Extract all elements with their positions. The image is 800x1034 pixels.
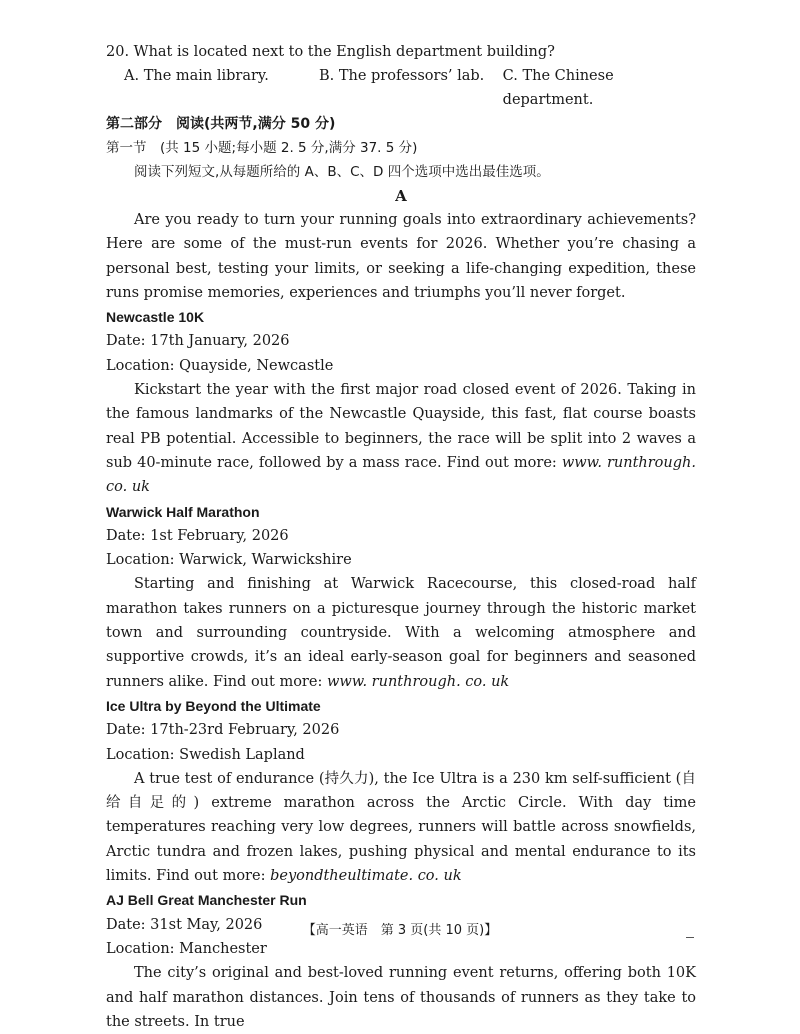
question-20-options [106, 64, 696, 112]
event-description-text: A true test of endurance (持久力), the Ice Ultra is a 230 km self-sufficient (自给自足的) extreme marathon across the Arctic Circle. With day time temperatures reaching very low degrees, runners will battle across snowfields, Arctic tundra and frozen lakes, pushing physical and mental endurance to its limits. Find out more: [106, 770, 696, 885]
event-description-text: The city’s original and best-loved running event returns, offering both 10K and half marathon distances. Join tens of thousands of runners as they take to the streets. In true [106, 965, 696, 1030]
event-date: Date: 1st February, 2026 [106, 527, 289, 544]
question-20-option-c: C. The Chinese department. [502, 68, 614, 108]
event-date: Date: 31st May, 2026 [106, 916, 263, 933]
event-location: Location: Quayside, Newcastle [106, 357, 334, 374]
question-20-stem: 20. What is located next to the English department building? [106, 44, 555, 60]
event-description [106, 378, 696, 499]
section-1-title: 第一节 (共 15 小题;每小题 2. 5 分,满分 37. 5 分) [106, 140, 418, 156]
event-description [106, 961, 696, 1034]
event-title: AJ Bell Great Manchester Run [106, 892, 307, 909]
event-title: Newcastle 10K [106, 309, 205, 326]
event-description-text: Kickstart the year with the first major road closed event of 2026. Taking in the famous landmarks of the Newcastle Quayside, this fast, flat course boasts real PB potential. Accessible to beginners, the race will be split into 2 waves a sub 40-minute race, followed by a mass race. Find out more: [106, 382, 696, 471]
reading-instruction: 阅读下列短文,从每题所给的 A、B、C、D 四个选项中选出最佳选项。 [134, 164, 550, 180]
event-url: beyondtheultimate. co. uk [270, 868, 462, 885]
question-20-option-b: B. The professors’ lab. [318, 68, 485, 84]
exam-page [106, 40, 696, 1034]
passage-letter: A [395, 187, 407, 205]
part-2-title: 第二部分 阅读(共两节,满分 50 分) [106, 116, 336, 132]
event-location: Location: Warwick, Warwickshire [106, 552, 352, 569]
event-date: Date: 17th January, 2026 [106, 333, 290, 350]
event-url: www. runthrough. co. uk [326, 673, 510, 690]
event-location: Location: Manchester [106, 940, 267, 957]
passage-intro: Are you ready to turn your running goals into extraordinary achievements? Here are some of the must-run events for 2026. Whether you’re chasing a personal best, testing your limits, or seeking a life-changing expedition, these runs promise memories, experiences and triumphs you’ll never forget. [106, 212, 696, 301]
event-description [106, 767, 696, 888]
event-url: www. runthrough. co. uk [106, 454, 696, 496]
event-description [106, 572, 696, 693]
event-title: Warwick Half Marathon [106, 503, 260, 520]
corner-mark [686, 937, 694, 938]
event-date: Date: 17th-23rd February, 2026 [106, 722, 340, 739]
event-location: Location: Swedish Lapland [106, 746, 305, 763]
page-footer: 【高一英语 第 3 页(共 10 页)】 [302, 923, 498, 938]
event-description-text: Starting and finishing at Warwick Racecourse, this closed-road half marathon takes runners on a picturesque journey through the historic market town and surrounding countryside. With a welcoming atmosphere and supportive crowds, it’s an ideal early-season goal for beginners and seasoned runners alike. Find out more: [106, 576, 696, 690]
event-title: Ice Ultra by Beyond the Ultimate [106, 697, 321, 714]
question-20-option-a: A. The main library. [124, 68, 269, 84]
